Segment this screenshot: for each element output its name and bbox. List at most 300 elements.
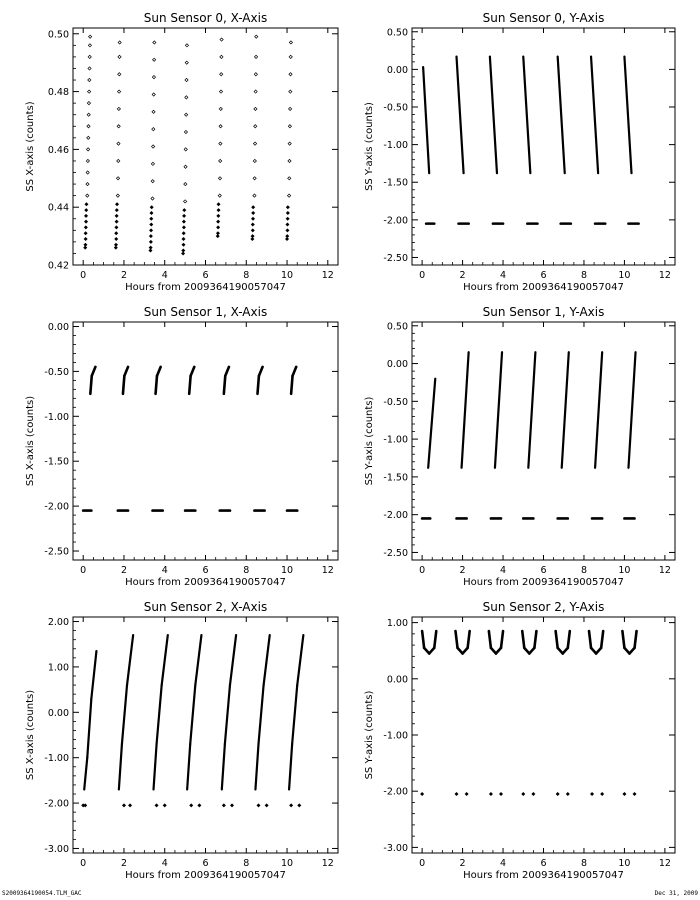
data-point <box>253 159 256 162</box>
data-segment <box>528 352 535 468</box>
data-point <box>155 803 159 807</box>
data-point <box>220 55 223 58</box>
y-tick-label: -2.00 <box>383 215 408 227</box>
x-tick-label: 4 <box>161 270 168 281</box>
chart-panel-ss0y <box>364 11 675 293</box>
data-point <box>87 113 90 116</box>
data-point <box>84 231 88 235</box>
data-point <box>622 792 626 796</box>
data-point <box>287 194 290 197</box>
data-segment <box>87 699 91 758</box>
x-axis-label: Hours from 2009364190057047 <box>125 282 286 293</box>
chart-title: Sun Sensor 0, Y-Axis <box>482 11 605 25</box>
x-tick-label: 12 <box>321 858 334 869</box>
data-point <box>117 142 120 145</box>
data-point <box>633 792 637 796</box>
data-point <box>88 44 91 47</box>
data-point <box>289 90 292 93</box>
data-point <box>116 194 119 197</box>
data-segment <box>568 631 570 648</box>
data-segment <box>154 744 157 789</box>
y-tick-label: -2.50 <box>383 547 408 559</box>
y-axis-label: SS X-axis (counts) <box>25 101 36 192</box>
data-point <box>285 234 289 238</box>
data-point <box>149 217 153 221</box>
y-tick-label: -2.00 <box>44 798 69 810</box>
data-point <box>222 803 226 807</box>
x-tick-label: 10 <box>280 565 294 576</box>
data-point <box>251 217 255 221</box>
data-point <box>88 78 91 81</box>
data-segment <box>127 635 133 685</box>
data-point <box>219 107 222 110</box>
data-point <box>288 107 291 110</box>
data-point <box>83 803 87 807</box>
data-point <box>254 55 257 58</box>
chart-panel-ss2y <box>364 600 675 881</box>
y-tick-label: -3.00 <box>44 843 69 855</box>
data-point <box>152 76 155 79</box>
data-point <box>89 35 92 38</box>
data-point <box>84 202 88 206</box>
data-segment <box>162 635 168 685</box>
data-point <box>115 202 119 206</box>
data-point <box>216 231 220 235</box>
data-point <box>86 159 89 162</box>
data-point <box>128 803 132 807</box>
x-tick-label: 8 <box>243 858 250 869</box>
x-tick-label: 6 <box>540 858 547 869</box>
data-point <box>114 237 118 241</box>
data-point <box>230 803 234 807</box>
data-point <box>182 220 186 224</box>
data-segment <box>224 376 225 394</box>
chart-title: Sun Sensor 2, X-Axis <box>143 600 268 614</box>
data-point <box>84 237 88 241</box>
data-point <box>220 73 223 76</box>
y-tick-label: -1.00 <box>383 434 408 446</box>
data-point <box>115 214 119 218</box>
data-point <box>288 159 291 162</box>
y-tick-label: -1.50 <box>383 177 408 189</box>
data-point <box>289 41 292 44</box>
data-segment <box>428 379 435 468</box>
data-point <box>590 792 594 796</box>
data-point <box>86 182 89 185</box>
y-tick-label: 0.46 <box>47 144 69 156</box>
data-segment <box>622 631 624 648</box>
data-point <box>285 228 289 232</box>
data-point <box>286 205 290 209</box>
y-tick-label: -2.00 <box>383 786 408 798</box>
data-point <box>184 182 187 185</box>
data-point <box>149 234 153 238</box>
data-point <box>251 223 255 227</box>
data-point <box>182 231 186 235</box>
data-segment <box>123 376 124 394</box>
data-segment <box>289 744 292 789</box>
data-segment <box>624 57 631 174</box>
data-point <box>118 55 121 58</box>
data-segment <box>119 744 122 789</box>
x-tick-label: 2 <box>120 858 127 869</box>
data-point <box>152 110 155 113</box>
data-point <box>257 803 261 807</box>
data-point <box>189 803 193 807</box>
data-segment <box>591 57 598 174</box>
data-point <box>86 194 89 197</box>
x-axis-label: Hours from 2009364190057047 <box>125 870 286 881</box>
x-tick-label: 2 <box>459 858 466 869</box>
x-tick-label: 0 <box>80 270 87 281</box>
y-tick-label: 0.50 <box>386 321 408 333</box>
data-point <box>152 145 155 148</box>
x-tick-label: 0 <box>419 858 426 869</box>
data-point <box>216 220 220 224</box>
data-point <box>117 90 120 93</box>
y-axis-label: SS Y-axis (counts) <box>364 396 375 486</box>
data-point <box>254 90 257 93</box>
data-segment <box>489 631 491 648</box>
data-segment <box>124 367 128 376</box>
data-segment <box>92 367 96 376</box>
data-point <box>181 243 185 247</box>
chart-panel-ss1x <box>25 305 338 588</box>
data-point <box>600 792 604 796</box>
x-tick-label: 2 <box>459 565 466 576</box>
y-tick-label: -1.00 <box>383 730 408 742</box>
x-axis-label: Hours from 2009364190057047 <box>463 577 624 588</box>
data-point <box>149 240 153 244</box>
x-tick-label: 4 <box>161 565 168 576</box>
data-point <box>151 197 154 200</box>
plot-frame <box>73 322 338 560</box>
data-segment <box>589 631 591 648</box>
data-segment <box>468 631 470 648</box>
data-point <box>219 90 222 93</box>
data-point <box>115 208 119 212</box>
data-segment <box>157 685 162 744</box>
data-segment <box>191 367 195 376</box>
data-segment <box>601 631 603 648</box>
x-tick-label: 6 <box>202 858 209 869</box>
data-point <box>289 55 292 58</box>
data-segment <box>259 367 263 376</box>
data-point <box>286 217 290 221</box>
y-tick-label: -3.00 <box>383 842 408 854</box>
data-point <box>184 165 187 168</box>
data-segment <box>84 758 87 790</box>
data-point <box>216 225 220 229</box>
data-point <box>184 130 187 133</box>
data-segment <box>222 744 225 789</box>
y-tick-label: -0.50 <box>383 102 408 114</box>
data-point <box>184 200 187 203</box>
data-point <box>151 162 154 165</box>
y-axis-label: SS X-axis (counts) <box>25 395 36 487</box>
data-point <box>151 180 154 183</box>
data-point <box>114 231 118 235</box>
data-point <box>88 55 91 58</box>
y-tick-label: -1.00 <box>44 411 69 423</box>
y-tick-label: -2.00 <box>44 501 69 513</box>
x-tick-label: 6 <box>540 565 547 576</box>
x-tick-label: 8 <box>243 270 250 281</box>
x-tick-label: 10 <box>280 270 294 281</box>
data-point <box>86 171 89 174</box>
data-point <box>297 803 301 807</box>
data-point <box>265 803 269 807</box>
y-tick-label: 1.00 <box>47 662 69 674</box>
plot-frame <box>412 28 675 265</box>
plot-frame <box>73 28 338 265</box>
data-point <box>181 249 185 253</box>
chart-panel-ss0x <box>25 11 338 293</box>
data-point <box>219 142 222 145</box>
y-tick-label: -2.50 <box>383 252 408 264</box>
x-tick-label: 2 <box>459 270 466 281</box>
data-segment <box>558 57 565 174</box>
x-tick-label: 2 <box>120 565 127 576</box>
data-point <box>251 228 255 232</box>
data-segment <box>122 685 127 744</box>
data-point <box>122 803 126 807</box>
data-point <box>455 792 459 796</box>
data-segment <box>534 631 536 648</box>
y-axis-label: SS Y-axis (counts) <box>364 102 375 191</box>
data-segment <box>562 352 569 468</box>
y-axis-label: SS X-axis (counts) <box>25 689 36 781</box>
data-point <box>285 223 289 227</box>
x-tick-label: 4 <box>161 858 168 869</box>
data-point <box>182 225 186 229</box>
data-point <box>84 208 88 212</box>
data-point <box>163 803 167 807</box>
data-segment <box>91 651 96 699</box>
data-point <box>114 225 118 229</box>
y-tick-label: 0.42 <box>47 260 69 272</box>
y-tick-label: -1.00 <box>383 140 408 152</box>
data-point <box>149 211 153 215</box>
data-point <box>149 223 153 227</box>
data-segment <box>595 352 602 468</box>
data-point <box>288 177 291 180</box>
y-tick-label: 0.00 <box>386 359 408 371</box>
data-segment <box>297 635 303 685</box>
data-segment <box>255 744 258 789</box>
data-point <box>216 214 220 218</box>
data-point <box>218 177 221 180</box>
y-tick-label: 2.00 <box>47 617 69 629</box>
y-axis-label: SS Y-axis (counts) <box>364 690 375 780</box>
data-segment <box>490 57 497 174</box>
data-segment <box>556 631 558 648</box>
data-segment <box>259 685 264 744</box>
data-point <box>289 803 293 807</box>
y-tick-label: 0.00 <box>47 707 69 719</box>
data-point <box>117 107 120 110</box>
data-segment <box>195 635 201 685</box>
x-tick-label: 12 <box>658 565 671 576</box>
data-segment <box>292 685 297 744</box>
data-point <box>117 159 120 162</box>
data-point <box>253 142 256 145</box>
data-segment <box>190 685 195 744</box>
data-point <box>182 214 186 218</box>
y-tick-label: -2.00 <box>383 510 408 522</box>
x-tick-label: 10 <box>618 565 631 576</box>
x-tick-label: 8 <box>580 858 587 869</box>
data-segment <box>523 57 530 174</box>
data-point <box>84 214 88 218</box>
data-point <box>116 177 119 180</box>
data-point <box>152 128 155 131</box>
data-point <box>288 125 291 128</box>
data-point <box>219 125 222 128</box>
data-point <box>88 67 91 70</box>
data-segment <box>635 631 637 648</box>
x-tick-label: 12 <box>658 270 671 281</box>
x-axis-label: Hours from 2009364190057047 <box>463 282 624 293</box>
data-segment <box>501 631 503 648</box>
data-point <box>181 237 185 241</box>
y-tick-label: 0.00 <box>386 64 408 76</box>
data-point <box>420 792 424 796</box>
chart-title: Sun Sensor 0, X-Axis <box>143 11 268 25</box>
data-point <box>220 38 223 41</box>
data-point <box>184 148 187 151</box>
chart-title: Sun Sensor 1, X-Axis <box>143 305 268 319</box>
data-segment <box>423 67 429 173</box>
data-point <box>115 220 119 224</box>
data-point <box>556 792 560 796</box>
data-point <box>185 44 188 47</box>
data-point <box>153 41 156 44</box>
data-point <box>86 148 89 151</box>
data-point <box>521 792 525 796</box>
data-segment <box>291 376 292 394</box>
data-point <box>218 194 221 197</box>
x-tick-label: 12 <box>321 565 334 576</box>
data-segment <box>434 631 436 648</box>
chart-panel-ss1y <box>364 305 675 588</box>
chart-title: Sun Sensor 2, Y-Axis <box>482 600 605 614</box>
chart-title: Sun Sensor 1, Y-Axis <box>482 305 605 319</box>
x-tick-label: 8 <box>243 565 250 576</box>
data-segment <box>156 376 157 394</box>
x-tick-label: 10 <box>618 270 631 281</box>
data-point <box>465 792 469 796</box>
y-tick-label: 0.00 <box>47 321 69 333</box>
data-point <box>499 792 503 796</box>
x-axis-label: Hours from 2009364190057047 <box>125 577 286 588</box>
x-tick-label: 6 <box>540 270 547 281</box>
data-point <box>286 211 290 215</box>
data-segment <box>225 685 230 744</box>
data-point <box>254 107 257 110</box>
source-file-label: S2009364190054.TLM_GAC <box>2 890 82 897</box>
x-tick-label: 4 <box>500 270 507 281</box>
data-point <box>87 136 90 139</box>
data-point <box>253 194 256 197</box>
y-tick-label: -0.50 <box>44 366 69 378</box>
y-tick-label: 0.44 <box>47 202 69 214</box>
data-segment <box>462 352 469 468</box>
x-tick-label: 0 <box>80 565 87 576</box>
x-axis-label: Hours from 2009364190057047 <box>463 870 624 881</box>
data-point <box>288 142 291 145</box>
plot-frame <box>73 617 338 853</box>
data-point <box>87 102 90 105</box>
x-tick-label: 2 <box>120 270 127 281</box>
x-tick-label: 10 <box>618 858 631 869</box>
y-tick-label: -1.50 <box>44 456 69 468</box>
data-segment <box>457 57 464 174</box>
data-point <box>153 58 156 61</box>
data-segment <box>264 635 270 685</box>
data-point <box>149 246 153 250</box>
data-segment <box>187 744 190 789</box>
x-tick-label: 6 <box>202 565 209 576</box>
x-tick-label: 6 <box>202 270 209 281</box>
data-point <box>149 228 153 232</box>
y-tick-label: -2.50 <box>44 546 69 558</box>
data-point <box>197 803 201 807</box>
data-point <box>185 61 188 64</box>
y-tick-label: 0.50 <box>47 29 69 41</box>
data-point <box>251 234 255 238</box>
y-tick-label: -1.50 <box>383 472 408 484</box>
data-point <box>217 202 221 206</box>
data-point <box>83 243 87 247</box>
data-point <box>254 125 257 128</box>
data-point <box>84 220 88 224</box>
data-segment <box>230 635 236 685</box>
y-tick-label: 0.00 <box>386 674 408 686</box>
data-segment <box>90 376 91 394</box>
x-tick-label: 0 <box>419 270 426 281</box>
data-point <box>152 93 155 96</box>
x-tick-label: 4 <box>500 565 507 576</box>
data-point <box>489 792 493 796</box>
data-point <box>219 159 222 162</box>
y-tick-label: 0.48 <box>47 87 69 99</box>
plot-frame <box>412 617 675 853</box>
data-point <box>254 73 257 76</box>
y-tick-label: -1.00 <box>44 753 69 765</box>
data-point <box>251 211 255 215</box>
data-point <box>185 78 188 81</box>
data-point <box>185 113 188 116</box>
data-point <box>531 792 535 796</box>
data-point <box>253 177 256 180</box>
data-point <box>217 208 221 212</box>
data-point <box>88 90 91 93</box>
data-point <box>566 792 570 796</box>
data-point <box>185 96 188 99</box>
data-point <box>251 205 255 209</box>
chart-panel-ss2x <box>25 600 338 881</box>
data-point <box>118 73 121 76</box>
data-segment <box>157 367 161 376</box>
data-point <box>255 35 258 38</box>
x-tick-label: 4 <box>500 858 507 869</box>
data-point <box>150 205 154 209</box>
date-label: Dec 31, 2009 <box>654 890 698 897</box>
y-tick-label: -0.50 <box>383 396 408 408</box>
data-segment <box>522 631 524 648</box>
data-point <box>289 73 292 76</box>
